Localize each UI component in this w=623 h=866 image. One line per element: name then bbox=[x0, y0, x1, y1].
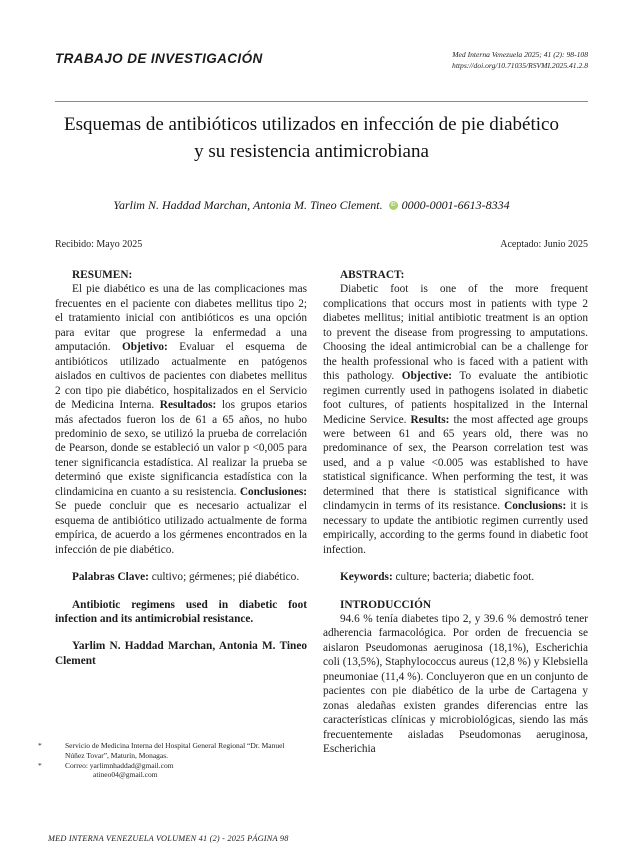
palabras-clave-list: cultivo; gérmenes; pié diabético. bbox=[148, 571, 300, 584]
journal-citation: Med Interna Venezuela 2025; 41 (2): 98-108 bbox=[452, 50, 588, 59]
email-primary[interactable]: Correo: yarlimnhaddad@gmail.com bbox=[65, 760, 174, 770]
abstract-text-4: it is necessary to update the antibiotic regimen currently used empirically, according to the germs found in diabetic foot infection. bbox=[323, 500, 588, 556]
header-divider bbox=[55, 101, 588, 102]
right-column bbox=[323, 268, 588, 757]
introduction-heading: INTRODUCCIÓN bbox=[340, 598, 432, 611]
section-label: TRABAJO DE INVESTIGACIÓN bbox=[55, 51, 263, 66]
palabras-clave-label: Palabras Clave: bbox=[72, 571, 149, 584]
footnote-email bbox=[38, 761, 304, 781]
abstract-objective-label: Objective: bbox=[401, 370, 452, 383]
orcid-id: 0000-0001-6613-8334 bbox=[401, 198, 510, 212]
footnotes bbox=[38, 741, 304, 780]
footnote-affiliation bbox=[38, 741, 304, 761]
journal-reference bbox=[452, 50, 588, 71]
footnote-marker: * bbox=[38, 741, 42, 750]
introduction-paragraph: 94.6 % tenía diabetes tipo 2, y 39.6 % demostró tener adherencia farmacológica. Por orden de frecuencia se aislaron Pseudomonas aeruginosa (18,1%), Escherichia coli (13,5%), Staphylococcus aureus (12,8 %) y Klebsiella pneumoniae (11,4 %). Concluyeron que en un conjunto de pacientes con pie diabético de la urbe de Cartagena y zonas aledañas existen grandes diferencias entre las características clínicas y microbiológicas, siendo las más frecuentemente aisladas Pseudomonas aeruginosa, Escherichia bbox=[323, 612, 588, 756]
doi-link[interactable]: https://doi.org/10.71035/RSVMI.2025.41.2.8 bbox=[452, 60, 588, 70]
abstract-text-3: the most affected age groups were between 61 and 65 years old, there was no predominance of sex, the Pearson correlation test was used, and a p value <0.005 was established to have statistical significance. When performing the test, it was determined that there is statistical significance with clindamycin in terms of its resistance. bbox=[323, 413, 588, 513]
affiliation-text: Servicio de Medicina Interna del Hospital General Regional “Dr. Manuel Núñez Tovar”, Maturín, Monagas. bbox=[65, 741, 285, 760]
left-column bbox=[55, 268, 307, 757]
email-block bbox=[65, 761, 304, 781]
author-names: Yarlim N. Haddad Marchan, Antonia M. Tineo Clement. bbox=[113, 198, 383, 212]
email-secondary[interactable]: atineo04@gmail.com bbox=[93, 770, 158, 780]
abstract-conclusions-label: Conclusions: bbox=[504, 500, 567, 513]
keywords-label: Keywords: bbox=[340, 571, 393, 584]
resumen-resultados-label: Resultados: bbox=[159, 399, 217, 412]
article-title-line2: y su resistencia antimicrobiana bbox=[194, 140, 429, 162]
footnote-marker: * bbox=[38, 760, 42, 770]
submission-dates bbox=[55, 239, 588, 250]
resumen-heading: RESUMEN: bbox=[72, 269, 133, 281]
resumen-text-2: Evaluar el esquema de antibióticos utilizado actualmente en patógenos aislados en cultivos de pacientes con diabetes mellitus 2 con tipo pie diabético, hospitalizados en el Servicio de Medicina Interna. bbox=[55, 341, 307, 412]
abstract-text-1: Diabetic foot is one of the more frequent complications that occurs most in patients with type 2 diabetes mellitus; initial antibiotic treatment is an option to prevent the disease from progressing to amputations. Choosing the ideal antimicrobial can be a challenge for the health professional who is faced with a patient with this pathology. bbox=[323, 283, 588, 383]
received-date: Recibido: Mayo 2025 bbox=[55, 239, 143, 250]
accepted-date: Aceptado: Junio 2025 bbox=[500, 239, 588, 250]
resumen-text-4: Se puede concluir que es necesario actualizar el esquema de antibiótico utilizado actualmente de forma empírica, de acuerdo a los gérmenes encontrados en la infección de pie diabético. bbox=[55, 500, 307, 556]
abstract-results-label: Results: bbox=[410, 413, 450, 426]
keywords-list: culture; bacteria; diabetic foot. bbox=[392, 571, 535, 584]
authors-block: Yarlim N. Haddad Marchan, Antonia M. Tineo Clement bbox=[55, 640, 307, 667]
resumen-objetivo-label: Objetivo: bbox=[121, 341, 168, 354]
palabras-clave bbox=[55, 570, 307, 584]
keywords bbox=[323, 570, 588, 584]
article-title-line1: Esquemas de antibióticos utilizados en infección de pie diabético bbox=[64, 114, 559, 135]
author-byline bbox=[0, 198, 623, 213]
abstract-heading: ABSTRACT: bbox=[340, 269, 405, 281]
resumen-text-3: los grupos etarios más afectados fueron los de 61 a 65 años, no hubo predominio de sexo, se utilizó la prueba de correlación de Pearson, donde se estableció un valor p <0,005 para tener significancia estadística. Al realizar la prueba se determinó que existe significancia estadística con la clindamicina en cuanto a su resistencia. bbox=[55, 399, 307, 498]
article-title bbox=[30, 112, 593, 165]
english-title: Antibiotic regimens used in diabetic foot infection and its antimicrobial resistance. bbox=[55, 598, 307, 625]
resumen-paragraph bbox=[55, 282, 307, 557]
two-column-body bbox=[55, 268, 588, 757]
resumen-conclusiones-label: Conclusiones: bbox=[239, 485, 307, 498]
orcid-icon[interactable] bbox=[389, 201, 398, 210]
resumen-text-1: El pie diabético es una de las complicaciones mas frecuentes en el paciente con diabetes mellitus tipo 2; el tratamiento inicial con antibióticos es una opción para evitar que progrese la enfermedad a una amputación. bbox=[55, 283, 307, 354]
abstract-paragraph bbox=[323, 282, 588, 557]
page-footer: MED INTERNA VENEZUELA VOLUMEN 41 (2) - 2025 PÁGINA 98 bbox=[48, 834, 289, 843]
abstract-text-2: To evaluate the antibiotic regimen currently used in pathogens isolated in diabetic foot cultures, of patients hospitalized in the Internal Medicine Service. bbox=[323, 370, 588, 426]
